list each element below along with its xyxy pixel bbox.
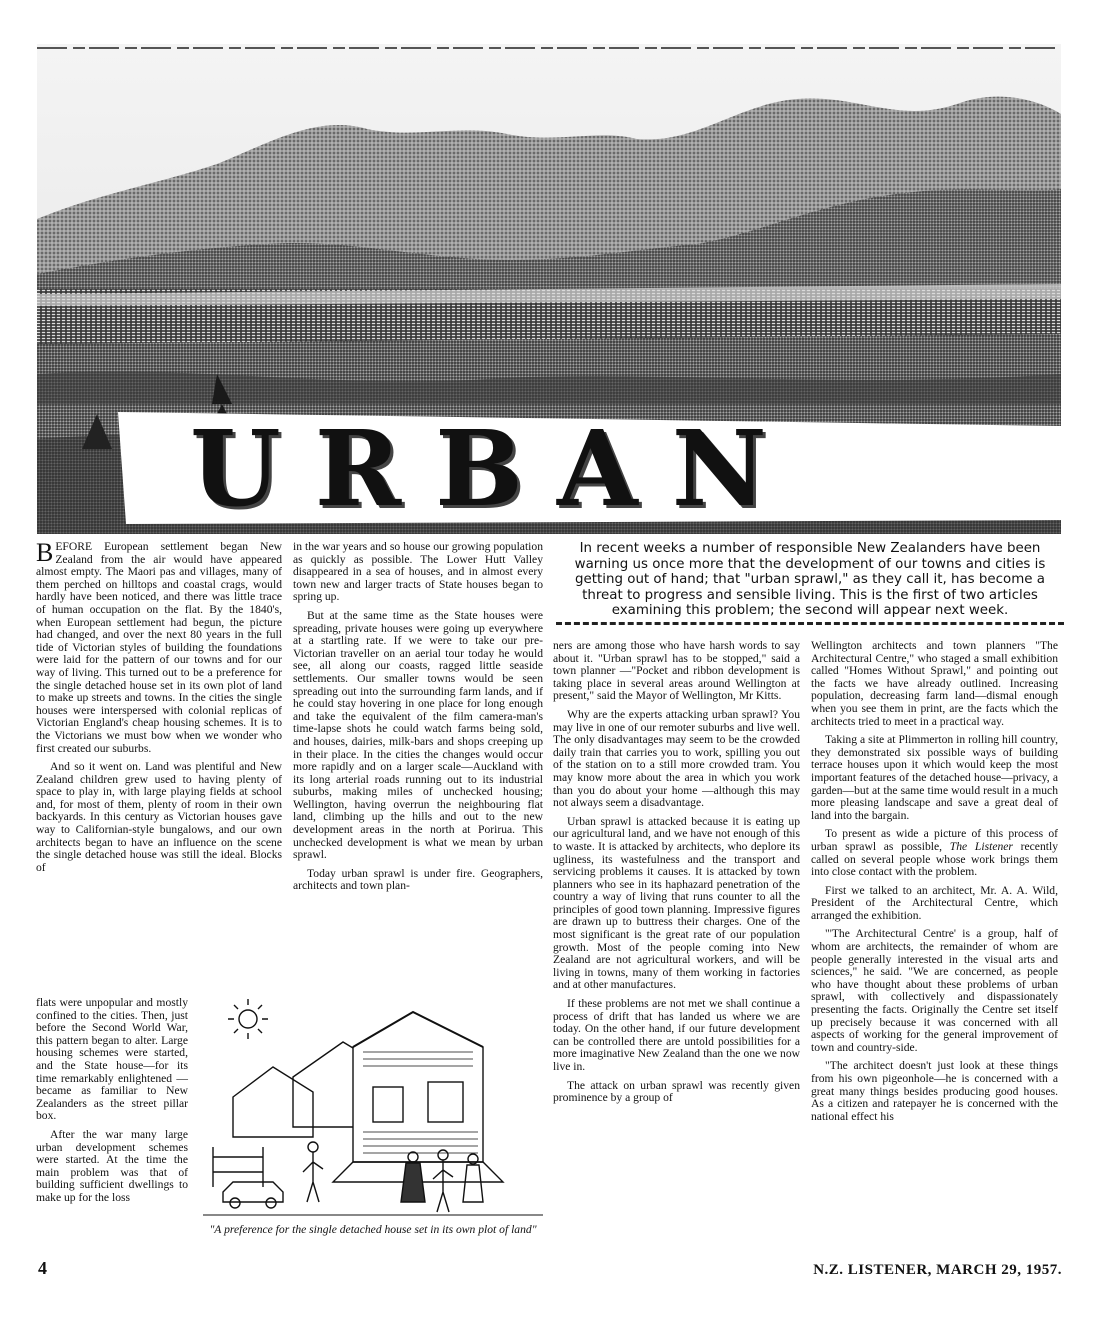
divider-rule: [556, 622, 1064, 625]
article-column-3: [553, 640, 800, 1111]
paragraph: If these problems are not met we shall continue a process of drift that has landed us where we are today. On the other hand, if our future development can be controlled there are untold possibilities for a more imaginative New Zealand than the one we now live in.: [553, 997, 800, 1073]
paragraph: But at the same time as the State houses were spreading, private houses were going up everywhere at a startling rate. If we were to take our pre-Victorian traveller on an aerial tour today he would see, all along our coasts, ragged little seaside settlements. Our smaller towns would be seen spreading out into the surrounding farm lands, and if he could stay hovering in one place for long enough and take the equivalent of the film camera-man's time-lapse shots he could watch farms being sold, and houses, dairies, milk-bars and shops creeping up in their place. In the cities the changes would occur more rapidly and on a larger scale—Auckland with its long arterial roads running out to its industrial suburbs, making miles of unchecked housing; Wellington, having overrun the neighbouring flat land, climbing up the hills and out to the new development areas in the north at Porirua. This unchecked development is what we mean by urban sprawl.: [293, 608, 543, 862]
publication-name: The Listener: [949, 839, 1013, 853]
page-number: 4: [38, 1258, 47, 1278]
paragraph: First we talked to an architect, Mr. A. A. Wild, President of the Architectural Centre, which arranged the exhibition.: [811, 883, 1058, 922]
paragraph: Wellington architects and town planners "The Architectural Centre," who staged a small exhibition called "Homes Without Sprawl," and pointing out the facts we have already outlined. Increasing population, decreasing farm land—dismal enough when you see them in print, are the facts which the architects tried to meet in a practical way.: [811, 639, 1058, 728]
paragraph: EFORE European settlement began New Zealand from the air would have appeared almost empty. The Maori pas and villages, many of them perched on hilltops and coastal crags, would hardly have been noticed, and there was little trace of human occupation on the flat. By the 1840's, when European settlement had begun, the picture had changed, and over the next 80 years in the full tide of Victorian styles of building the foundations were laid for the pattern of our towns and for our way of living. This turned out to be a preference for the single detached house set in its own plot of land to make up streets and towns. In the cities the single houses were interspersed with colonial replicas of Victorian England's cheap housing schemes. It is to the Victorians we must bow when we wonder who first created our suburbs.: [36, 540, 282, 755]
paragraph: "'The Architectural Centre' is a group, half of whom are architects, the remainder of whom are people generally interested in the visual arts and sciences," he said. "We are concerned, as people who have thought about these problems of urban sprawl, with collectively and dispassionately presenting the facts. Originally the Centre set itself up precisely because it was concerned with all aspects of working for the general improvement of town and country-side.: [811, 927, 1058, 1054]
paragraph: Today urban sprawl is under fire. Geographers, architects and town plan-: [293, 866, 543, 893]
paragraph: The attack on urban sprawl was recently given prominence by a group of: [553, 1078, 800, 1105]
paragraph: ners are among those who have harsh words to say about it. "Urban sprawl has to be stopped," said a town planner —"Pocket and ribbon development is taking place in several areas around Wellington at present," said the Mayor of Wellington, Mr Kitts.: [553, 639, 800, 703]
publication-footer: N.Z. LISTENER, MARCH 29, 1957.: [813, 1262, 1062, 1278]
paragraph: flats were unpopular and mostly confined to the cities. Then, just before the Second World War, this pattern began to alter. Large housing schemes were started, and the State house—for its time remarkably enlightened — became as familiar to New Zealanders as the street pillar box.: [36, 996, 188, 1123]
article-column-2: [293, 541, 543, 899]
paragraph: Urban sprawl is attacked because it is eating up our agricultural land, and we have not enough of this to waste. It is attacked by architects, who deplore its ugliness, its wastefulness and the transport and servicing problems it causes. It is attacked by town planners who see in its haphazard penetration of the country a way of living that runs counter to all the principles of good town planning. Impressive figures are drawn up to buttress their charges. One of the most significant is the great rate of our population growth. Most of the people coming into New Zealand are not agricultural workers, and will be living in towns, many of them working in factories and at other manufactures.: [553, 814, 800, 992]
paragraph: After the war many large urban development schemes were started. At the time the main problem was that of building sufficient dwellings to make up for the loss: [36, 1127, 188, 1204]
article-column-1-continued: [36, 997, 188, 1211]
paragraph: in the war years and so house our growing population as quickly as possible. The Lower Hutt Valley disappeared in a sea of houses, and in almost every town new and larger tracts of State houses began to spring up.: [293, 540, 543, 604]
paragraph: To present as wide a picture of this process of urban sprawl as possible, The Listener recently called on several people whose work brings them into close contact with the problem.: [811, 827, 1058, 879]
illustration-caption: "A preference for the single detached house set in its own plot of land": [209, 1223, 537, 1236]
headline: URBAN: [190, 407, 801, 530]
drop-cap: B: [36, 538, 54, 567]
house-illustration: [203, 987, 543, 1223]
article-standfirst: In recent weeks a number of responsible New Zealanders have been warning us once more that the development of our towns and cities is getting out of hand; that "urban sprawl," as they call it, has become a threat to progress and sensible living. This is the first of two articles examining this problem; the second will appear next week.: [574, 541, 1046, 619]
paragraph: And so it went on. Land was plentiful and New Zealand children grew used to having plenty of space to play in, with large playing fields at school and, for most of them, plenty of room in their own backyards. In this century as Victorian houses gave way to Californian-style bungalows, and our own architects began to have an influence on the scene the single detached house was still the ideal. Blocks of: [36, 760, 282, 874]
paragraph: Why are the experts attacking urban sprawl? You may live in one of our remoter suburbs and live well. The only disadvantages may seem to be the crowded daily train that carries you to work, spilling you out of the station on to a still more crowded tram. You may know more about the area in which you work than you do about your home —although this may not always seem a disadvantage.: [553, 707, 800, 810]
paragraph: "The architect doesn't just look at these things from his own pigeonhole—he is concerned with a great many things besides producing good houses. As a citizen and ratepayer he is concerned with the national effect his: [811, 1059, 1058, 1123]
paragraph: Taking a site at Plimmerton in rolling hill country, they demonstrated six possible ways of building terrace houses upon it which would keep the most important features of the detached house—privacy, a garden—but at the same time would result in a much more pleasing landscape and save a great deal of land into the bargain.: [811, 733, 1058, 822]
article-column-4: [811, 640, 1058, 1129]
article-column-1: [36, 538, 282, 880]
